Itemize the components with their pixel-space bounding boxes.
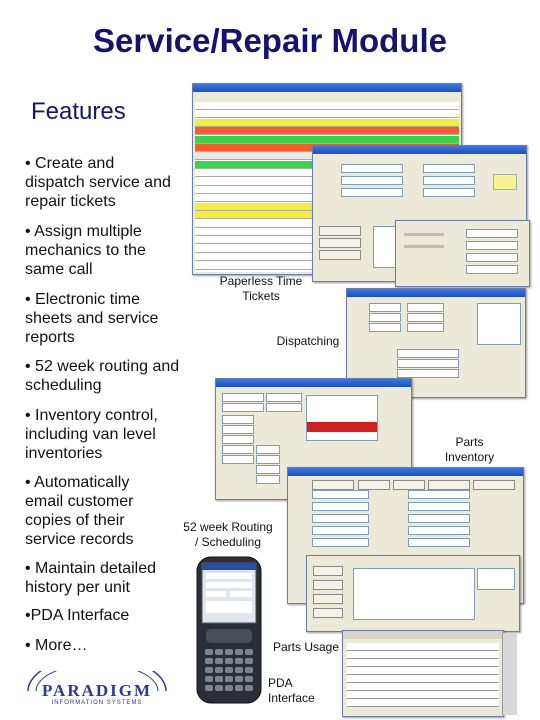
page-title: Service/Repair Module xyxy=(93,22,447,59)
parts-usage-window xyxy=(342,630,504,717)
caption-parts-inventory: Parts Inventory xyxy=(444,435,495,464)
bullet-inventory: • Inventory control, including van level inventories xyxy=(25,407,158,462)
bullet-email: • Automatically email customer copies of their service records xyxy=(25,474,134,548)
paradigm-logo xyxy=(22,671,172,711)
features-heading: Features xyxy=(31,98,126,125)
bullet-time-sheets: • Electronic time sheets and service reports xyxy=(25,291,159,346)
caption-paperless: Paperless Time Tickets xyxy=(219,274,303,303)
ticket-row xyxy=(195,119,459,127)
schedule-calendar-window xyxy=(306,555,520,632)
logo-name: PARADIGM xyxy=(41,681,153,700)
bullet-create-tickets: • Create and dispatch service and repair tickets xyxy=(25,155,171,210)
bullet-history: • Maintain detailed history per unit xyxy=(25,560,157,596)
bullet-routing: • 52 week routing and scheduling xyxy=(25,358,180,394)
ticket-row xyxy=(195,102,459,110)
bullet-pda: •PDA Interface xyxy=(25,607,130,624)
caption-dispatching: Dispatching xyxy=(276,334,340,348)
logo-tagline: INFORMATION SYSTEMS xyxy=(51,700,143,706)
caption-pda: PDA Interface xyxy=(268,676,315,705)
time-ticket-detail-window xyxy=(395,220,530,287)
ticket-row xyxy=(195,127,459,135)
pda-phone-icon xyxy=(193,555,265,705)
bullet-assign-mechanics: • Assign multiple mechanics to the same call xyxy=(25,223,146,278)
ticket-row xyxy=(195,110,459,118)
caption-routing: 52 week Routing / Scheduling xyxy=(183,520,273,549)
bullet-more: • More… xyxy=(25,637,88,654)
caption-parts-usage: Parts Usage xyxy=(272,640,340,654)
ticket-row xyxy=(195,136,459,144)
